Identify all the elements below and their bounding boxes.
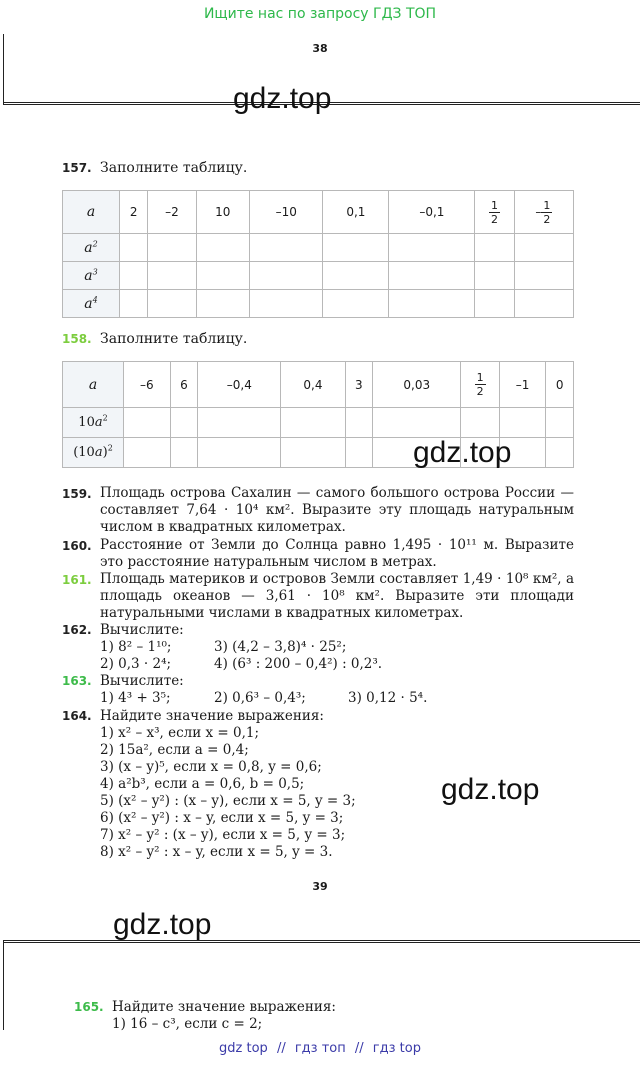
row-label-10a2: $10a^2$ (63, 408, 124, 438)
problem-161 (62, 571, 574, 622)
table-cell: –1 (499, 362, 546, 408)
problem-text: Площадь материков и островов Земли составляет 1,49 · 10⁸ км², а площадь океанов — 3,61 · 10⁸ км². Выразите эти площади натуральными числами в квадратных километрах. (100, 571, 574, 621)
problem-number: 157. (62, 161, 92, 175)
problem-number: 163. (62, 674, 92, 688)
expression-item: 8) x² – y² : x – y, если x = 5, y = 3. (100, 844, 333, 860)
expression-item: 1) 8² – 1¹⁰; (100, 639, 172, 655)
problem-number: 159. (62, 487, 92, 501)
bottom-links (0, 1041, 640, 1056)
table-cell: –0,4 (198, 362, 281, 408)
problem-165-title: 165. Найдите значение выражения: (74, 999, 336, 1015)
expression-item: 3) (4,2 – 3,8)⁴ · 25²; (214, 639, 347, 655)
table-cell: 10 (196, 191, 250, 234)
table-cell: – $\frac{1}{2}$ (514, 191, 573, 234)
watermark: gdz.top (413, 436, 512, 469)
problem-number: 162. (62, 623, 92, 637)
expression-item: 7) x² – y² : (x – y), если x = 5, y = 3; (100, 827, 346, 843)
watermark: gdz.top (233, 82, 332, 115)
separator: // (276, 1041, 286, 1056)
row-label-a3: $a^3$ (63, 262, 120, 290)
expression-item: 3) (x – y)⁵, если x = 0,8, y = 0,6; (100, 759, 322, 775)
expression-item: 4) a²b³, если a = 0,6, b = 0,5; (100, 776, 305, 792)
separator: // (354, 1041, 364, 1056)
watermark: gdz.top (113, 908, 212, 941)
table-157 (62, 190, 574, 318)
problem-162-title: 162. Вычислите: (62, 622, 184, 638)
row-label-a: a (63, 191, 120, 234)
expression-item: 5) (x² – y²) : (x – y), если x = 5, y = 3; (100, 793, 356, 809)
table-cell: 6 (170, 362, 198, 408)
page-divider (3, 940, 640, 941)
problem-number: 158. (62, 332, 92, 346)
expression-item: 1) 16 – c³, если c = 2; (112, 1016, 263, 1032)
watermark: gdz.top (441, 773, 540, 806)
row-label-a2: $a^2$ (63, 234, 120, 262)
search-banner[interactable]: Ищите нас по запросу ГДЗ ТОП (203, 6, 437, 22)
table-cell: –0,1 (389, 191, 475, 234)
table-cell: 0,4 (281, 362, 345, 408)
problem-number: 160. (62, 539, 92, 553)
problem-158-title: 158. Заполните таблицу. (62, 331, 248, 347)
row-label-10a-squared: $(10a)^2$ (63, 438, 124, 468)
row-label-a: a (63, 362, 124, 408)
problem-text: Расстояние от Земли до Солнца равно 1,495 · 10¹¹ м. Выразите это расстояние натуральным числом в метрах. (100, 537, 574, 570)
problem-number: 164. (62, 709, 92, 723)
problem-163-title: 163. Вычислите: (62, 673, 184, 689)
expression-item: 2) 15a², если a = 0,4; (100, 742, 249, 758)
page-border-left (3, 940, 4, 1030)
table-cell: –2 (148, 191, 196, 234)
problem-157-title: 157. Заполните таблицу. (62, 160, 248, 176)
expression-item: 3) 0,12 · 5⁴. (348, 690, 428, 706)
link-gdz-top-ru[interactable]: гдз топ (294, 1041, 346, 1056)
table-cell: 0 (546, 362, 574, 408)
table-cell: 0,1 (323, 191, 389, 234)
problem-number: 165. (74, 1000, 104, 1014)
table-cell: 2 (120, 191, 148, 234)
expression-item: 6) (x² – y²) : x – y, если x = 5, y = 3; (100, 810, 344, 826)
table-cell: $\frac{1}{2}$ (475, 191, 514, 234)
table-cell: 3 (345, 362, 373, 408)
problem-160 (62, 537, 574, 571)
page-number-bottom: 39 (312, 880, 328, 893)
page-number-top: 38 (312, 42, 328, 55)
expression-item: 2) 0,6³ – 0,4³; (214, 690, 306, 706)
row-label-a4: $a^4$ (63, 290, 120, 318)
link-gdz-top[interactable]: gdz top (219, 1041, 268, 1056)
problem-number: 161. (62, 573, 92, 587)
page-divider (3, 942, 640, 943)
expression-item: 2) 0,3 · 2⁴; (100, 656, 172, 672)
table-cell: –6 (124, 362, 171, 408)
table-cell: –10 (250, 191, 323, 234)
expression-item: 1) x² – x³, если x = 0,1; (100, 725, 260, 741)
problem-164-title: 164. Найдите значение выражения: (62, 708, 324, 724)
problem-159 (62, 485, 574, 536)
table-cell: 0,03 (373, 362, 461, 408)
table-cell: $\frac{1}{2}$ (461, 362, 499, 408)
problem-text: Площадь острова Сахалин — самого большого острова России — составляет 7,64 · 10⁴ км². Выразите эту площадь натуральным числом в квадратных километрах. (100, 485, 574, 535)
link-gdz-top-mixed[interactable]: гдз top (372, 1041, 421, 1056)
expression-item: 1) 4³ + 3⁵; (100, 690, 171, 706)
expression-item: 4) (6³ : 200 – 0,4²) : 0,2³. (214, 656, 383, 672)
